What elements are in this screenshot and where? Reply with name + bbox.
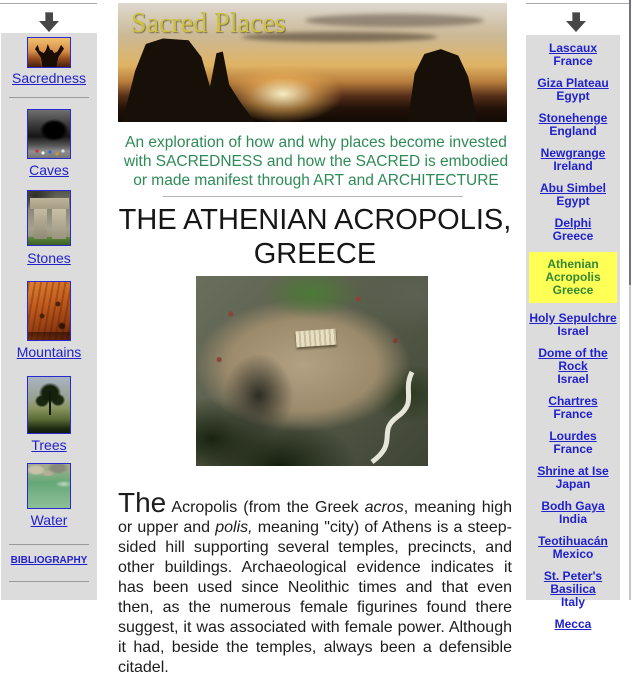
site-link[interactable]: Newgrange bbox=[540, 146, 606, 160]
nav-item-lascaux bbox=[549, 42, 597, 68]
right-sidebar-frame bbox=[521, 0, 632, 631]
caves-thumbnail[interactable] bbox=[27, 109, 71, 159]
arrow-head bbox=[39, 21, 59, 32]
site-link[interactable]: Delphi bbox=[554, 216, 592, 230]
divider bbox=[9, 581, 89, 582]
site-country: France bbox=[553, 407, 593, 421]
sacred-places-banner-image bbox=[118, 3, 507, 122]
parthenon-shape bbox=[295, 329, 336, 348]
arrow-shaft bbox=[45, 12, 53, 21]
site-country: France bbox=[553, 54, 593, 68]
nav-item-delphi bbox=[553, 217, 594, 243]
main-content-frame bbox=[112, 0, 518, 676]
site-link[interactable]: Chartres bbox=[548, 394, 598, 408]
site-country: France bbox=[553, 442, 593, 456]
site-link[interactable]: Teotihuacán bbox=[538, 534, 608, 548]
site-country: Greece bbox=[552, 229, 594, 243]
acropolis-aerial-photo bbox=[196, 276, 428, 466]
site-country: Ireland bbox=[553, 159, 593, 173]
scrollbar-thumb[interactable] bbox=[629, 0, 631, 285]
paragraph-italic: polis, bbox=[215, 519, 253, 536]
active-site-name: Athenian Acropolis bbox=[545, 257, 601, 284]
site-title: Sacred Places bbox=[131, 8, 286, 39]
site-country: Egypt bbox=[556, 194, 590, 208]
paragraph-text: , meaning high or upper and bbox=[118, 499, 512, 536]
paragraph-text: Acropolis (from the Greek bbox=[166, 499, 365, 516]
nav-item-lourdes bbox=[549, 430, 596, 456]
site-country: England bbox=[549, 124, 597, 138]
nav-item-teotihuacan bbox=[538, 535, 608, 561]
left-nav-panel bbox=[1, 33, 97, 600]
divider bbox=[9, 544, 89, 545]
divider bbox=[163, 196, 463, 197]
divider bbox=[9, 97, 89, 98]
site-link[interactable]: Stonehenge bbox=[538, 111, 608, 125]
site-tagline: An exploration of how and why places become invested with SACREDNESS and how the SACRED is embodied or made manifest through ART and ARCHITECTURE bbox=[123, 134, 509, 189]
page-title-line1: THE ATHENIAN ACROPOLIS, bbox=[118, 204, 512, 236]
nav-item-mecca bbox=[555, 618, 592, 631]
paragraph-italic: acros bbox=[364, 499, 404, 516]
stones-thumbnail[interactable] bbox=[27, 190, 71, 246]
article-paragraph bbox=[118, 487, 512, 678]
sidebar-item-water[interactable]: Water bbox=[30, 512, 68, 528]
arrow-head bbox=[566, 21, 586, 32]
page-title-line2: GREECE bbox=[253, 238, 377, 270]
site-link[interactable]: Lourdes bbox=[549, 429, 597, 443]
site-link[interactable]: Abu Simbel bbox=[539, 181, 606, 195]
sites-nav-panel bbox=[526, 35, 620, 631]
divider bbox=[0, 3, 97, 4]
active-site-country: Greece bbox=[552, 283, 594, 297]
sacredness-thumbnail[interactable] bbox=[27, 37, 71, 68]
site-country: Israel bbox=[557, 324, 589, 338]
paragraph-lead: The bbox=[118, 487, 167, 518]
butte-silhouette bbox=[402, 41, 499, 122]
site-country: Israel bbox=[557, 372, 589, 386]
nav-item-st-peters-basilica bbox=[526, 570, 620, 609]
cloud-streak bbox=[305, 14, 484, 27]
nav-item-bodh-gaya bbox=[541, 500, 604, 526]
site-link[interactable]: Holy Sepulchre bbox=[529, 311, 617, 325]
sidebar-item-sacredness[interactable]: Sacredness bbox=[12, 70, 86, 86]
site-link[interactable]: Mecca bbox=[554, 617, 592, 631]
site-link[interactable]: Bodh Gaya bbox=[541, 499, 605, 513]
paragraph-text: meaning "city) of Athens is a steep-sided hill supporting several temples, precincts, and other buildings. Archaeological evidence indicates it has been used since Neolithic times and that even then, as the numerous female figurines found there suggest, it was associated with female power. Although it had, beside the temples, always been a defensible citadel. bbox=[118, 519, 512, 676]
site-country: Mexico bbox=[552, 547, 594, 561]
figure-silhouette-icon bbox=[35, 44, 64, 67]
divider bbox=[526, 3, 629, 4]
nav-item-abu-simbel bbox=[540, 182, 606, 208]
nav-item-dome-of-the-rock bbox=[526, 347, 620, 386]
sidebar-item-trees[interactable]: Trees bbox=[31, 437, 67, 453]
site-country: India bbox=[558, 512, 587, 526]
winding-path-shape bbox=[342, 372, 422, 464]
site-link[interactable]: Shrine at Ise bbox=[537, 464, 609, 478]
site-country: Japan bbox=[555, 477, 591, 491]
left-sidebar-frame bbox=[0, 0, 112, 600]
bibliography-link[interactable]: BIBLIOGRAPHY bbox=[10, 555, 88, 566]
trees-thumbnail[interactable] bbox=[27, 376, 71, 434]
mountains-thumbnail[interactable] bbox=[27, 281, 71, 341]
site-country: Italy bbox=[560, 595, 585, 609]
nav-item-holy-sepulchre bbox=[529, 312, 616, 338]
nav-item-athenian-acropolis-active[interactable] bbox=[529, 252, 617, 303]
nav-item-newgrange bbox=[541, 147, 606, 173]
site-link[interactable]: Giza Plateau bbox=[537, 76, 609, 90]
page-title bbox=[118, 203, 512, 271]
down-arrow-icon[interactable] bbox=[39, 12, 59, 33]
sidebar-item-stones[interactable]: Stones bbox=[27, 250, 71, 266]
nav-item-stonehenge bbox=[539, 112, 608, 138]
down-arrow-icon[interactable] bbox=[566, 12, 586, 33]
nav-item-chartres bbox=[548, 395, 597, 421]
site-link[interactable]: Lascaux bbox=[548, 41, 598, 55]
site-link[interactable]: St. Peter's Basilica bbox=[543, 569, 603, 596]
nav-item-giza-plateau bbox=[537, 77, 608, 103]
sidebar-item-caves[interactable]: Caves bbox=[29, 162, 69, 178]
site-country: Egypt bbox=[556, 89, 590, 103]
sidebar-item-mountains[interactable]: Mountains bbox=[16, 344, 82, 360]
arrow-shaft bbox=[572, 12, 580, 21]
water-thumbnail[interactable] bbox=[27, 463, 71, 509]
site-link[interactable]: Dome of the Rock bbox=[538, 346, 608, 373]
nav-item-shrine-at-ise bbox=[537, 465, 608, 491]
